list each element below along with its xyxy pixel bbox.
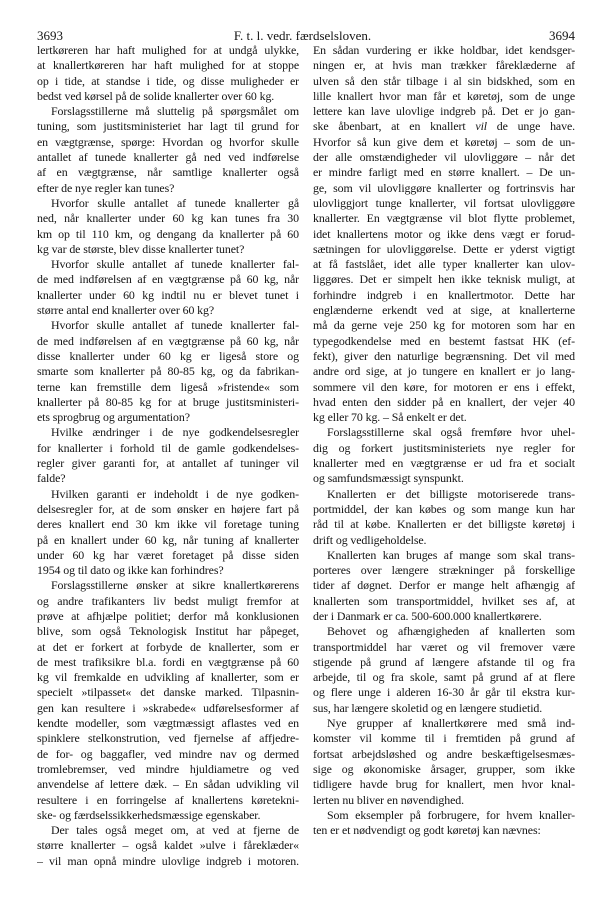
text-line: for knallerter i forhold til de gamle godkendelses- (37, 440, 299, 455)
emphasized-text: vil (475, 119, 487, 134)
text-line: ulovliggjort tunge knallerter, vil fortsat ulovliggøre (313, 195, 575, 210)
text-line: af en vægtgrænse, når samtlige knallerter også (37, 165, 299, 180)
text-line: Hvorfor skulle antallet af tunede knallerter fal- (51, 318, 299, 333)
text-line: lertkøreren har haft mulighed for at undgå ulykke, (37, 43, 299, 57)
text-line: stigende på grund af længere afstande til og fra (313, 654, 575, 669)
text-line: Hvorfor skulle antallet af tunede knallerter fal- (51, 257, 299, 272)
paragraph (313, 548, 575, 624)
paragraph (37, 578, 299, 823)
text-line (313, 119, 575, 134)
text-line: – vil man opnå mindre ulovlige indgreb i motoren. (37, 853, 299, 868)
text-line: liggøres. Det er simpelt hen ikke teknisk muligt, at (313, 272, 575, 287)
paragraph (37, 257, 299, 318)
text-line: lerten nu bliver en nøvendighed. (313, 792, 465, 807)
text-line: tuning, som justitsministeriet har lagt til grund for (37, 119, 299, 134)
paragraph (37, 823, 299, 869)
paragraph (37, 487, 299, 579)
page-number-right: 3694 (549, 28, 575, 43)
text-line: må da gerne veje 250 kg for motoren som har en (313, 318, 575, 333)
text-line: lettere kan lave ulovlige indgreb på. Det er jo gan- (313, 104, 575, 119)
text-line: knallerter under 60 kg indtil nu er blevet tunet i (37, 287, 299, 302)
text-line: råd til at købe. Knallerten er det billigste køretøj i (313, 517, 575, 532)
text-line: knallerter på 80-85 kg for at bruge justitsministeri- (37, 394, 299, 409)
text-line: forhindre indgreb i en knallertmotor. Dette har (313, 287, 575, 302)
text-line: Forslagsstillerne skal også fremføre hvor uhel- (327, 425, 575, 440)
paragraph (313, 716, 575, 808)
text-line: Knallerten kan bruges af mange som skal trans- (327, 547, 575, 562)
text-line: km op til 110 km, og dengang da knallerter på 60 (37, 226, 299, 241)
text-line: hvad enten den sidder på en knallert, der vejer 40 (313, 394, 575, 409)
text-segment: de unge have. (486, 119, 575, 134)
text-line: fortsat arbejdsløshed og andre beskæftigelsesmæs- (313, 746, 575, 761)
text-line: regler giver garanti for, at antallet af tuninger vil (37, 456, 299, 471)
text-line: er mindre farligt med en større knallert. – De un- (313, 165, 575, 180)
text-line: typegodkendelse med en bestemt fastsat HK (ef- (313, 333, 575, 348)
text-line: under 60 kg har været foretaget på disse siden (37, 547, 299, 562)
text-line: disse knallerter under 60 kg er ligeså store og (37, 348, 299, 363)
text-line: specielt »tilpasset« det danske marked. Tilpasnin- (37, 685, 299, 700)
text-line: Hvilken garanti er indeholdt i de nye godken- (51, 486, 299, 501)
text-line: og andre trafikanters liv bedst muligt fremfor at (37, 593, 299, 608)
paragraph (313, 487, 575, 548)
text-line: at knallertkøreren har haft mulighed for at stoppe (37, 58, 299, 73)
paragraph (313, 624, 575, 716)
text-line: gen kan resultere i »skrabede« udførelsesformer af (37, 700, 299, 715)
text-line: lille knallert hvor man får et køretøj, som de unge (313, 88, 575, 103)
text-line: ge, som vil ulovliggøre knallerter og fortrinsvis har (313, 180, 575, 195)
text-line: kg vil fremkalde en udvikling af knallerter, som er (37, 670, 299, 685)
text-line: prøve at afhjælpe politiet; derfor må konklusionen (37, 608, 299, 623)
text-line: Hvilke ændringer i de nye godkendelsesregler (51, 425, 299, 440)
text-line: efter de nye regler kan tunes? (37, 180, 175, 195)
paragraph (37, 318, 299, 425)
text-line: Behovet og afhængigheden af knallerten som (327, 624, 575, 639)
text-line: de med indførelsen af en vægtgrænse på 60 kg, når (37, 272, 299, 287)
text-line: dig og forkert justitsministeriets nye regler for (313, 440, 575, 455)
text-line: deres knallert end 30 km ikke vil foretage tuning (37, 517, 299, 532)
text-line: knallerter. En vægtgrænse vil blot flytte problemet, (313, 211, 575, 226)
text-line: Knallerten er det billigste motoriserede trans- (327, 486, 575, 501)
text-line: større knallerter – også kaldet »ulve i fåreklæder« (37, 838, 299, 853)
text-line: idet knallertens motor og ikke dens vægt er forud- (313, 226, 575, 241)
paragraph (37, 104, 299, 196)
running-title: F. t. l. vedr. færdselsloven. (233, 28, 372, 43)
text-line: falde? (37, 471, 66, 486)
text-line: kendte modeller, som vægtmæssigt aflastes ved en (37, 716, 299, 731)
text-line: antallet af tunede knallerter gå ned ved indførelse (37, 150, 299, 165)
text-line: ningen er, at hvis man trækker fåreklæderne af (313, 58, 575, 73)
text-line: sige og økonomiske årsager, grupper, som ikke (313, 761, 575, 776)
text-line: at få fastslået, idet alle typer knallerter kan ulov- (313, 257, 575, 272)
text-line: og flere unge i alderen 16-30 år går til ekstra kur- (313, 685, 575, 700)
text-line: anvendelse af lettere dæk. – En sådan udvikling vil (37, 777, 299, 792)
text-segment: ske åbenbart, at en knallert (313, 119, 476, 134)
text-line: terne kan fremstille dem ligeså »fristende« som (37, 379, 299, 394)
text-line: 1954 og til dato og ikke kan forhindres? (37, 563, 224, 578)
text-line: kg var de største, blev disse knallerter tunet? (37, 241, 245, 256)
text-line: portmiddel, der kan købes og som mange kun har (313, 501, 575, 516)
text-line: de mest trafiksikre bl.a. fordi en vægtgrænse på 60 (37, 654, 299, 669)
text-line: fekt), giver den naturlige begrænsning. Det vil med (313, 348, 575, 363)
text-line: sætningen for ulovliggørelse. Dette er yderst vigtigt (313, 241, 575, 256)
text-line: Hvorfor skulle antallet af tunede knallerter gå (51, 195, 299, 210)
text-line: sommere vil den køre, for motoren er ens i effekt, (313, 379, 575, 394)
text-line: de for- og baggafler, ved mindre nav og dermed (37, 746, 299, 761)
text-line: der i Danmark er ca. 500-600.000 knallertkørere. (313, 608, 542, 623)
text-line: og samfundsmæssigt synspunkt. (313, 471, 464, 486)
text-line: englænderne erkendt ved at sige, at knallerterne (313, 303, 575, 318)
text-line: knallerten som transportmiddel, hvilket ses af, at (313, 593, 575, 608)
text-line: de med indførelsen af en vægtgrænse på 60 kg, når (37, 333, 299, 348)
text-line: transportmiddel har været og vil fremover være (313, 639, 575, 654)
text-line: spinklere stelkonstrution, ved fjernelse af affjedre- (37, 731, 299, 746)
text-line: drift og vedligeholdelse. (313, 532, 427, 547)
text-line: Nye grupper af knallertkørere med små ind- (327, 716, 575, 731)
text-line: arbejde, til og fra skole, samt på grund af at flere (313, 670, 575, 685)
text-line: komster vil komme til i fremtiden på grund af (313, 731, 575, 746)
paragraph (37, 425, 299, 486)
text-line: på en knallert under 60 kg, når tuning af knallerter (37, 532, 299, 547)
text-line: større antal end knallerter over 60 kg? (37, 303, 215, 318)
text-line: resultere i en forringelse af knallertens køretekni- (37, 792, 299, 807)
text-line: ulven så den står tilbage i al sin bidskhed, som en (313, 73, 575, 88)
text-line: Forslagsstillerne må sluttelig på spørgsmålet om (51, 104, 299, 119)
paragraph (37, 196, 299, 257)
text-line: porteres over længere strækninger på forskellige (313, 563, 575, 578)
text-line: bedst ved kørsel på de solide knallerter over 60 kg. (37, 88, 275, 103)
text-line: der alle omstændigheder vil ulovliggøre – når det (313, 150, 575, 165)
text-line: op i tide, at standse i tide, og disse muligheder er (37, 73, 299, 88)
text-line: andre ord sige, at jo tungere en knallert er jo lang- (313, 364, 575, 379)
text-line: Som eksempler på forbrugere, for hvem knaller- (327, 807, 575, 822)
text-column-right (313, 43, 575, 838)
paragraph (313, 425, 575, 486)
text-line: ets sprogbrug og argumentation? (37, 410, 190, 425)
text-line: tromlebremser, ved mindre hjuldiametre og ved (37, 761, 299, 776)
paragraph (37, 43, 299, 104)
text-line: Forslagsstillerne ønsker at sikre knallertkørerens (51, 578, 299, 593)
text-line: knallerter med en vægtgrænse er ud fra et socialt (313, 456, 575, 471)
paragraph (313, 43, 575, 425)
text-line: Der tales også meget om, at ved at fjerne de (51, 823, 299, 838)
text-line: ned, når knallerter under 60 kg kan tunes fra 30 (37, 211, 299, 226)
text-line: sus, har længere skoletid og en længere studietid. (313, 700, 543, 715)
text-line: tidligere havde brug for knallert, men hvor knal- (313, 777, 575, 792)
text-line: at det er forkert at forbyde de knallerter, som er (37, 639, 299, 654)
text-column-left (37, 43, 299, 869)
text-line: delsesregler for, at de som ønsker en højere fart på (37, 501, 299, 516)
text-line: blive, som også Teknologisk Institut har påpeget, (37, 624, 299, 639)
page-number-left: 3693 (37, 28, 63, 43)
text-line: tider af døgnet. Derfor er mange helt afhængig af (313, 578, 575, 593)
text-line: En sådan vurdering er ikke holdbar, idet kendsger- (313, 43, 575, 57)
text-line: Hvorfor så kun give dem et køretøj – som de un- (313, 134, 575, 149)
text-line: ske- og færdselssikkerhedsmæssige egenskaber. (37, 807, 261, 822)
paragraph (313, 808, 575, 839)
text-line: smarte som knallerter på 80-85 kg, og da fabrikan- (37, 364, 299, 379)
text-line: ten er et nødvendigt og godt køretøj kan nævnes: (313, 823, 541, 838)
text-line: en vægtgrænse, spørge: Hvordan og hvorfor skulle (37, 134, 299, 149)
text-line: kg eller 70 kg. – Så enkelt er det. (313, 410, 467, 425)
